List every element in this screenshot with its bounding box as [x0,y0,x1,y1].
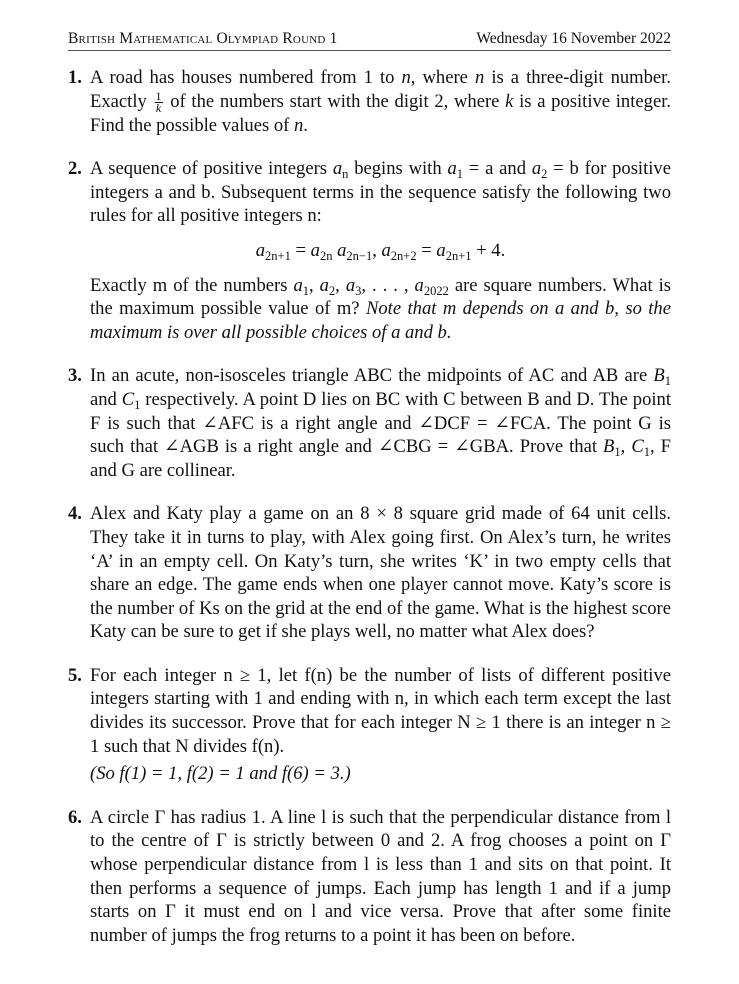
fraction-one-over-k: $\frac{1}{k}$ [155,88,162,115]
page-header [68,30,671,51]
problem-number: 4. [68,503,82,525]
problem-number: 5. [68,664,82,686]
problem-list [68,66,671,947]
problem-3 [68,364,671,482]
problem-text: Alex and Katy play a game on an 8 × 8 square grid made of 64 unit cells. They take it in turns to play, with Alex going first. On Alex’s turn, he writes ‘A’ in an empty cell. On Katy’s turn, she writes ‘K’ in two empty cells that share an edge. The game ends when one player cannot move. Katy’s score is the number of Ks on the grid at the end of the game. What is the highest score Katy can be sure to get if she plays well, no matter what Alex does? [90,503,671,643]
problem-number: 2. [68,158,82,180]
problem-5 [68,664,671,786]
problem-question: Exactly m of the numbers $a_1$, $a_2$, $a_3$, . . . , $a_{2022}$ are square numbers. What is the maximum possible value of m? Note that m depends on a and b, so the maximum is over all possible choices of a and b. [90,274,672,343]
header-title: British Mathematical Olympiad Round 1 [68,30,338,47]
header-date: Wednesday 16 November 2022 [476,30,671,47]
problem-number: 3. [68,365,82,387]
problem-4 [68,502,671,644]
problem-note: Note that m depends on a and b, so the maximum is over all possible choices of a and b. [90,298,671,343]
problem-text: For each integer n ≥ 1, let f(n) be the number of lists of different positive integers starting with 1 and ending with n, in which each term except the last divides its successor. Prove that for each integer N ≥ 1 there is an integer n ≥ 1 such that N divides f(n). [90,664,671,757]
problem-1 [68,66,671,137]
recurrence-equation: $a_{2n+1} = a_{2n}$ $a_{2n-1}$, $a_{2n+2} = a_{2n+1} + 4$. [255,239,506,263]
problem-text: In an acute, non-isosceles triangle ABC the midpoints of AC and AB are $B_1$ and $C_1$ respectively. A point D lies on BC with C between B and D. The point F is such that ∠AFC is a right angle and ∠DCF = ∠FCA. The point G is such that ∠AGB is a right angle and ∠CBG = ∠GBA. Prove that $B_1$, $C_1$, F and G are collinear. [90,365,671,481]
problem-2 [68,157,671,344]
problem-number: 6. [68,806,82,828]
problem-number: 1. [68,67,82,88]
problem-note: (So f(1) = 1, f(2) = 1 and f(6) = 3.) [90,763,351,785]
problem-text: A sequence of positive integers $a_n$ begins with $a_1 = a$ and $a_2 = b$ for positive integers a and b. Subsequent terms in the sequence satisfy the following two rules for all positive integers n: [90,158,671,227]
problem-text: A circle Γ has radius 1. A line l is such that the perpendicular distance from l to the centre of Γ is strictly between 0 and 2. A frog chooses a point on Γ whose perpendicular distance from l is less than 1 and sits on that point. It then performs a sequence of jumps. Each jump has length 1 and if a jump starts on Γ it must end on l and vice versa. Prove that after some finite number of jumps the frog returns to a point it has been on before. [90,806,671,946]
problem-text: A road has houses numbered from 1 to n, where n is a three-digit number. Exactly $\frac{1}{k}$ of the numbers start with the digit 2, where k is a positive integer. Find the possible values of n. [90,67,672,136]
problem-6 [68,806,671,948]
